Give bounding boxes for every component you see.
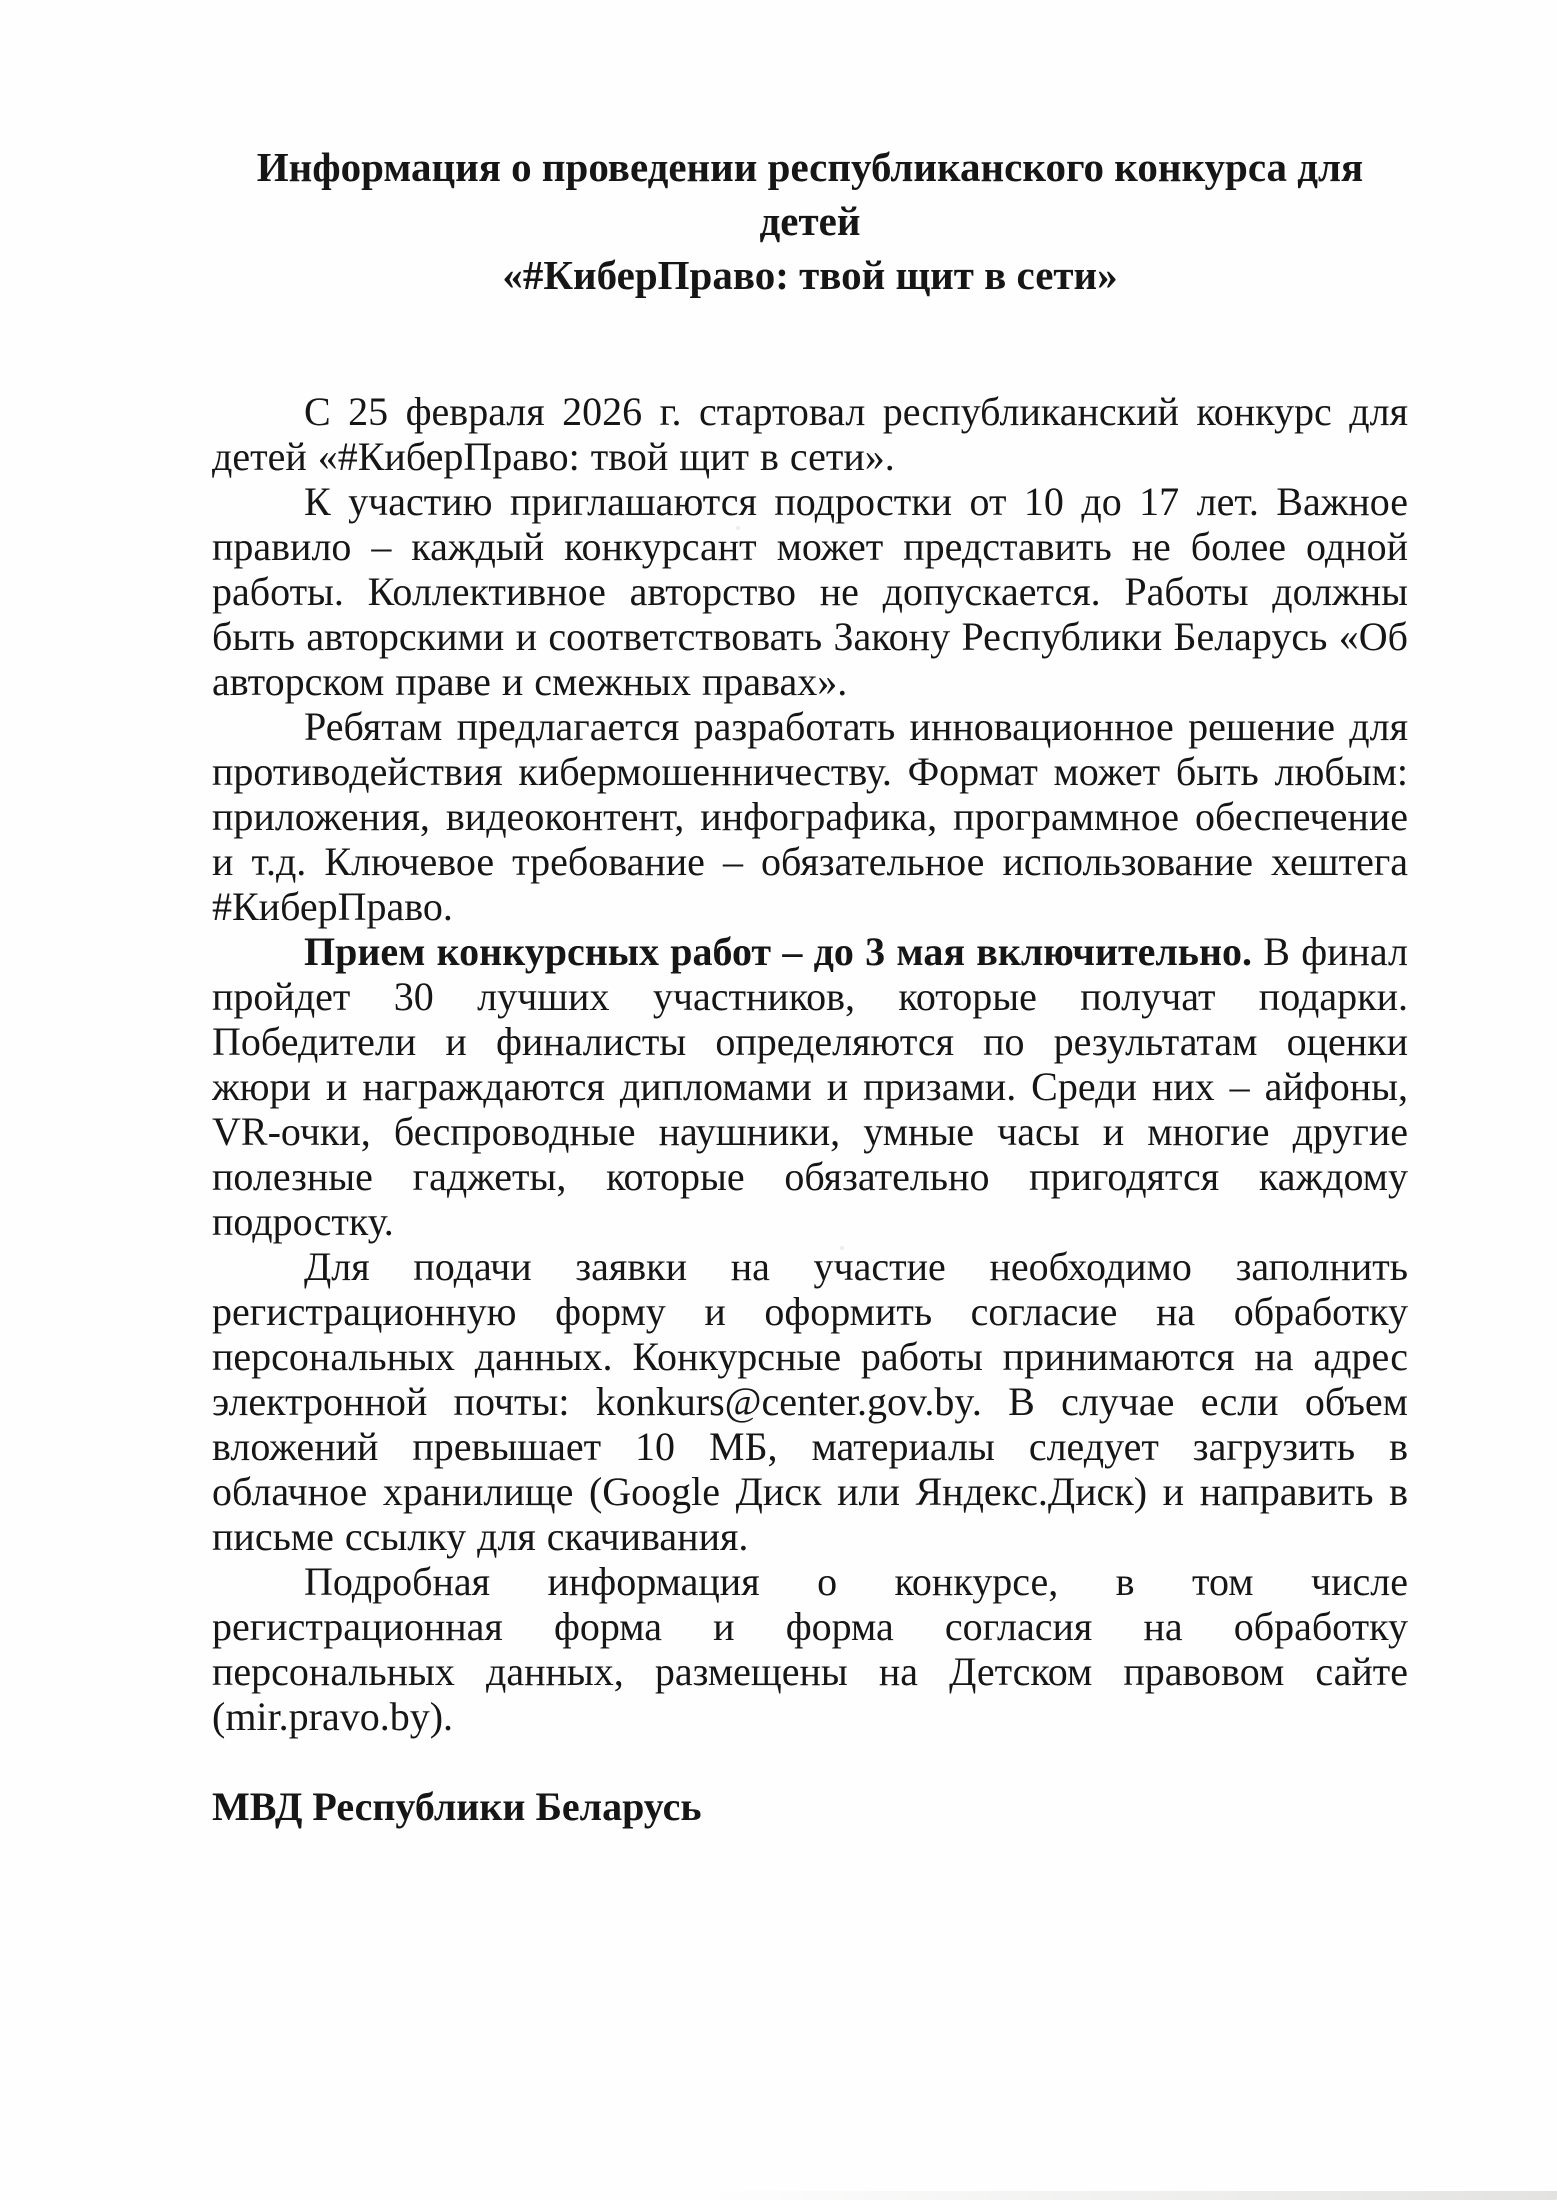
paragraph-deadline-prizes — [212, 929, 1408, 1244]
signature: МВД Республики Беларусь — [212, 1784, 702, 1829]
paragraph-details-site — [212, 1559, 1408, 1739]
title-line-1: Информация о проведении республиканского конкурса для детей — [256, 144, 1364, 244]
paragraph-text: Для подачи заявки на участие необходимо заполнить регистрационную форму и оформить согласие на обработку персональных данных. Конкурсные работы принимаются на адрес электронной почты: konkurs@center.gov.by. В случае если объем вложений превышает 10 МБ, материалы следует загрузить в облачное хранилище (Google Диск или Яндекс.Диск) и направить в письме ссылку для скачивания. — [212, 1244, 1408, 1559]
paragraph-text: В финал пройдет 30 лучших участников, которые получат подарки. Победители и финалисты определяются по результатам оценки жюри и награждаются дипломами и призами. Среди них – айфоны, VR-очки, беспроводные наушники, умные часы и многие другие полезные гаджеты, которые обязательно пригодятся каждому подростку. — [212, 929, 1408, 1244]
paragraph-task-format — [212, 704, 1408, 929]
document-title — [212, 140, 1408, 302]
paragraph-text: Ребятам предлагается разработать инновационное решение для противодействия кибермошенничеству. Формат может быть любым: приложения, видеоконтент, инфографика, программное обеспечение и т.д. Ключевое требование – обязательное использование хештега #КиберПраво. — [212, 704, 1408, 929]
paragraph-application — [212, 1244, 1408, 1559]
paragraph-text: С 25 февраля 2026 г. стартовал республиканский конкурс для детей «#КиберПраво: твой щит в сети». — [212, 389, 1408, 479]
paragraph-participation-rules — [212, 479, 1408, 704]
deadline-bold-text: Прием конкурсных работ – до 3 мая включительно. — [304, 929, 1252, 974]
title-line-2: «#КиберПраво: твой щит в сети» — [502, 252, 1118, 298]
paragraph-contest-start — [212, 389, 1408, 479]
scan-bottom-edge — [700, 2191, 1557, 2200]
paragraph-text: Подробная информация о конкурсе, в том числе регистрационная форма и форма согласия на обработку персональных данных, размещены на Детском правовом сайте (mir.pravo.by). — [212, 1559, 1408, 1739]
document-body — [212, 140, 1408, 1829]
paragraph-text: К участию приглашаются подростки от 10 до 17 лет. Важное правило – каждый конкурсант может представить не более одной работы. Коллективное авторство не допускается. Работы должны быть авторскими и соответствовать Закону Республики Беларусь «Об авторском праве и смежных правах». — [212, 479, 1408, 704]
scan-speck — [736, 526, 740, 530]
scan-speck — [840, 1246, 844, 1250]
